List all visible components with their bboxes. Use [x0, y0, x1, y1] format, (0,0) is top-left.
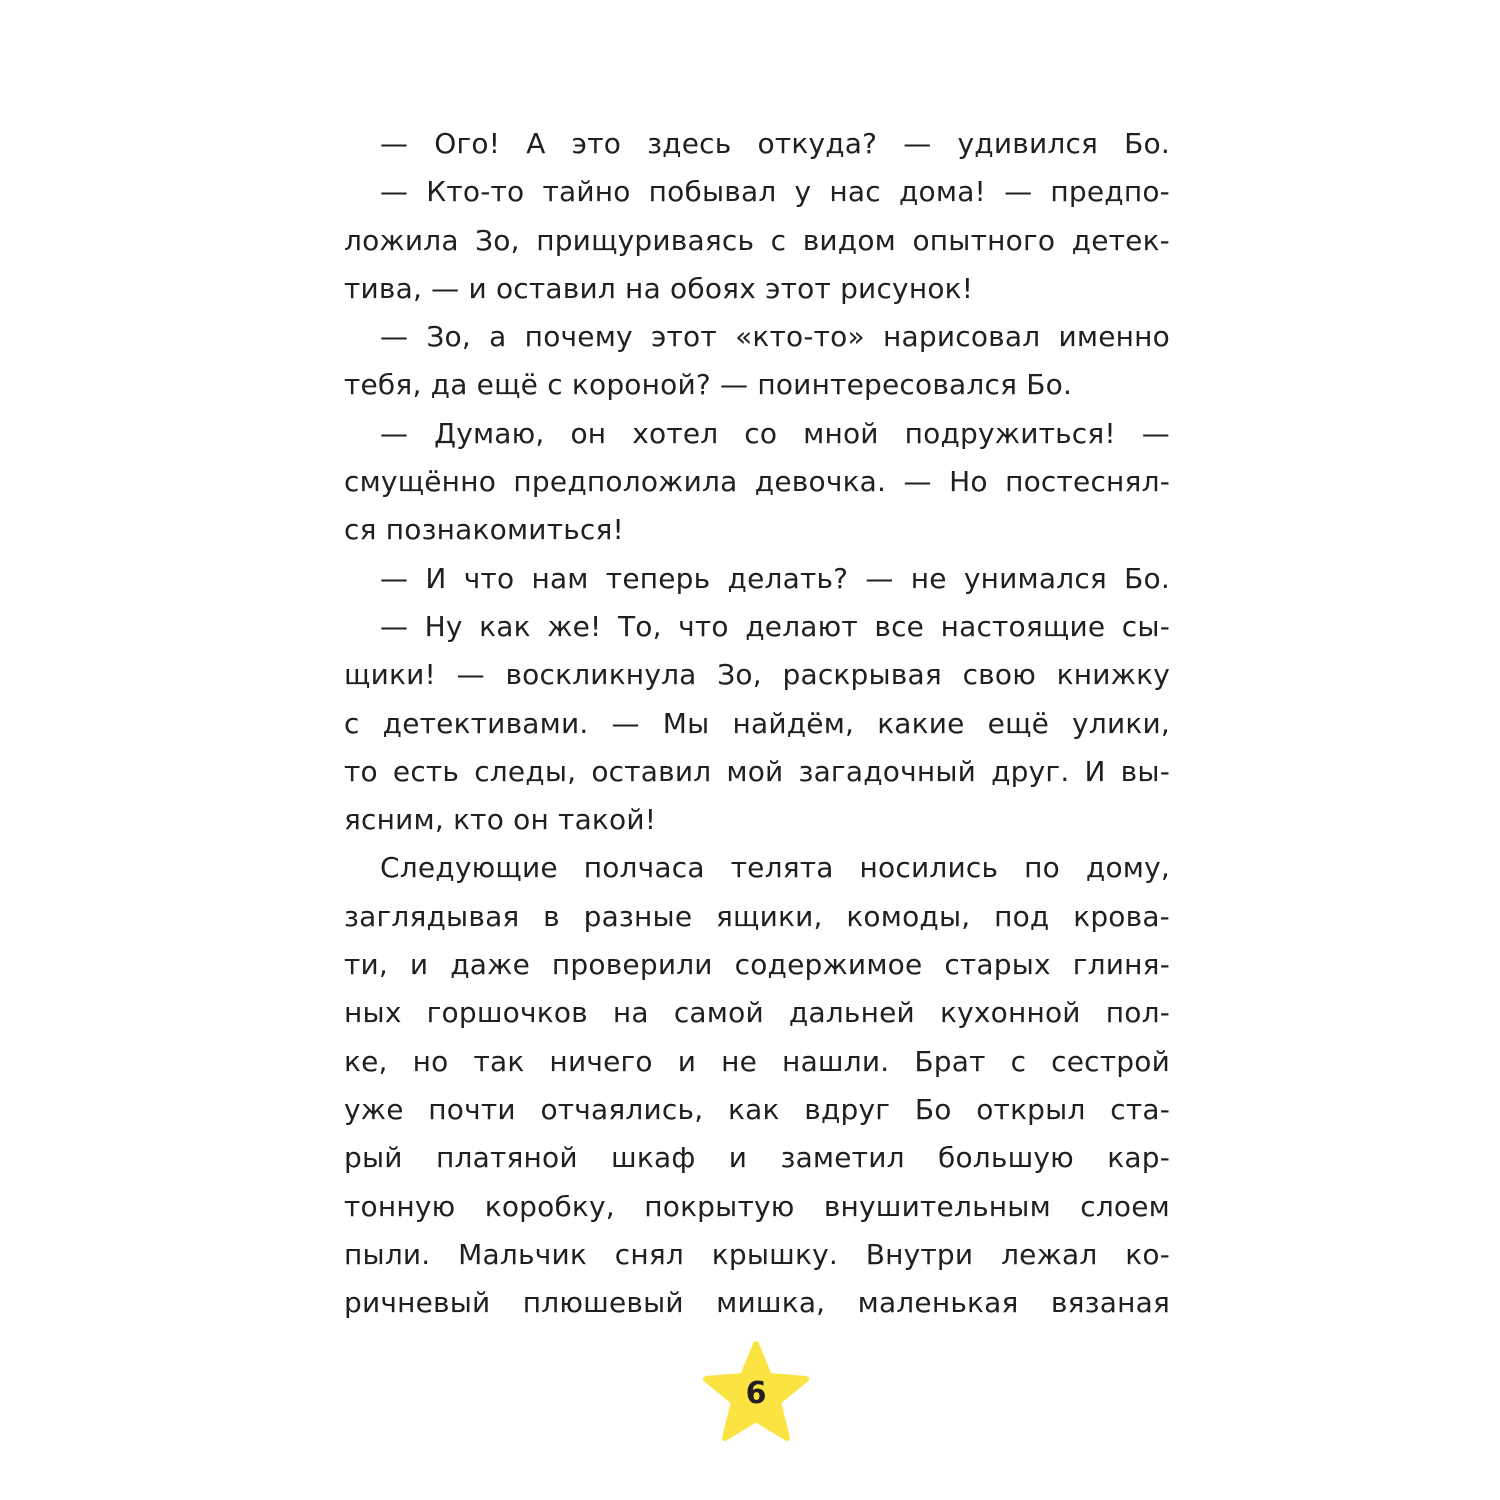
text-line: ричневый плюшевый мишка, маленькая вязаная: [344, 1286, 1170, 1320]
text-line: то есть следы, оставил мой загадочный друг. И вы-: [344, 754, 1170, 788]
text-line: ке, но так ничего и не нашли. Брат с сестрой: [344, 1044, 1170, 1078]
text-line: ти, и даже проверили содержимое старых глиня-: [344, 948, 1170, 982]
page-number: 6: [745, 1376, 767, 1411]
text-line: ных горшочков на самой дальней кухонной пол-: [344, 996, 1170, 1030]
text-line: уже почти отчаялись, как вдруг Бо открыл ста-: [344, 1092, 1170, 1126]
text-line: смущённо предположила девочка. — Но постеснял-: [344, 465, 1170, 499]
page-text: [344, 120, 1170, 1327]
text-line: — И что нам теперь делать? — не унимался Бо.: [380, 561, 1170, 595]
text-line: с детективами. — Мы найдём, какие ещё улики,: [344, 706, 1170, 740]
text-line: тонную коробку, покрытую внушительным слоем: [344, 1189, 1170, 1223]
text-line: Следующие полчаса телята носились по дому,: [380, 851, 1170, 885]
text-line: тебя, да ещё с короной? — поинтересовался Бо.: [344, 368, 1073, 402]
text-line: рый платяной шкаф и заметил большую кар-: [344, 1141, 1170, 1175]
text-line: — Кто-то тайно побывал у нас дома! — предпо-: [380, 175, 1170, 209]
text-line: ясним, кто он такой!: [344, 803, 657, 837]
text-line: заглядывая в разные ящики, комоды, под крова-: [344, 899, 1170, 933]
text-line: — Зо, а почему этот «кто-то» нарисовал именно: [380, 320, 1170, 354]
text-line: — Ого! А это здесь откуда? — удивился Бо.: [380, 127, 1170, 160]
text-line: щики! — воскликнула Зо, раскрывая свою книжку: [344, 658, 1170, 692]
page-number-badge: [700, 1340, 812, 1444]
text-line: ся познакомиться!: [344, 513, 624, 547]
text-line: — Думаю, он хотел со мной подружиться! —: [380, 416, 1170, 450]
text-line: ложила Зо, прищуриваясь с видом опытного детек-: [344, 223, 1170, 257]
text-line: пыли. Мальчик снял крышку. Внутри лежал ко-: [344, 1237, 1170, 1271]
text-line: тива, — и оставил на обоях этот рисунок!: [344, 271, 974, 305]
text-line: — Ну как же! То, что делают все настоящие сы-: [380, 609, 1170, 643]
